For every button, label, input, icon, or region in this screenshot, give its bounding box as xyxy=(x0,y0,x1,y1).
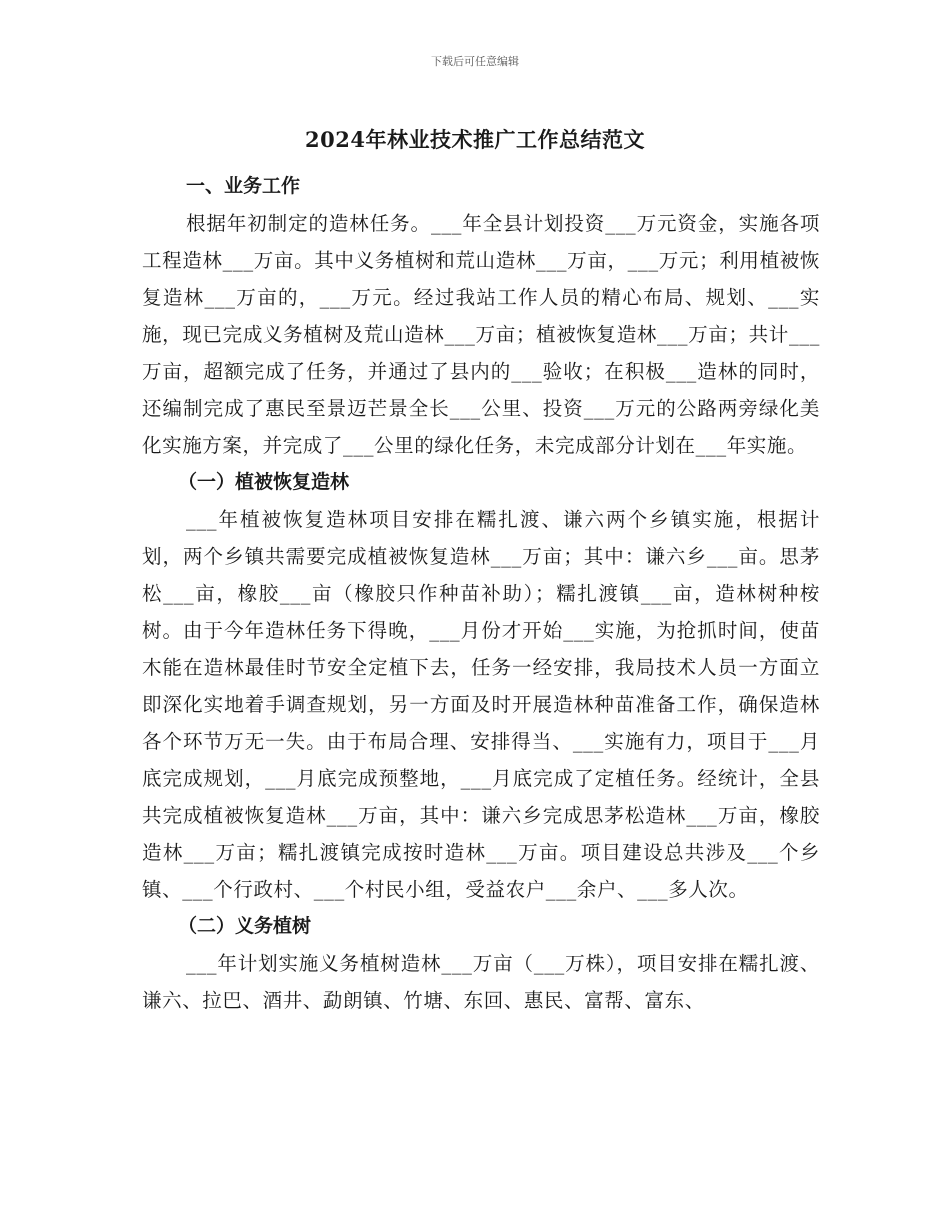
section-heading-business-work: 一、业务工作 xyxy=(186,175,301,197)
paragraph: ___年植被恢复造林项目安排在糯扎渡、谦六两个乡镇实施，根据计划，两个乡镇共需要完成植被恢复造林___万亩；其中：谦六乡___亩。思茅松___亩，橡胶___亩（橡胶只作种苗补助）；糯扎渡镇___亩，造林树种桉树。由于今年造林任务下得晚，___月份才开始___实施，为抢抓时间，使苗木能在造林最佳时节安全定植下去，任务一经安排，我局技术人员一方面立即深化实地着手调查规划，另一方面及时开展造林种苗准备工作，确保造林各个环节万无一失。由于布局合理、安排得当、___实施有力，项目于___月底完成规划，___月底完成预整地，___月底完成了定植任务。经统计，全县共完成植被恢复造林___万亩，其中：谦六乡完成思茅松造林___万亩，橡胶造林___万亩；糯扎渡镇完成按时造林___万亩。项目建设总共涉及___个乡镇、___个行政村、___个村民小组，受益农户___余户、___多人次。 xyxy=(142,508,820,901)
paragraph: 根据年初制定的造林任务。___年全县计划投资___万元资金，实施各项工程造林___万亩。其中义务植树和荒山造林___万亩，___万元；利用植被恢复造林___万亩的，___万元。经过我站工作人员的精心布局、规划、___实施，现已完成义务植树及荒山造林___万亩；植被恢复造林___万亩；共计___万亩，超额完成了任务，并通过了县内的___验收；在积极___造林的同时，还编制完成了惠民至景迈芒景全长___公里、投资___万元的公路两旁绿化美化实施方案，并完成了___公里的绿化任务，未完成部分计划在___年实施。 xyxy=(142,212,820,457)
paragraph: ___年计划实施义务植树造林___万亩（___万株），项目安排在糯扎渡、谦六、拉巴、酒井、勐朗镇、竹塘、东回、惠民、富帮、富东、 xyxy=(142,952,820,1012)
document-body xyxy=(142,168,820,1019)
section-heading-voluntary-tree-planting: （二）义务植树 xyxy=(178,915,312,937)
section-heading-vegetation-restoration: （一）植被恢复造林 xyxy=(178,471,350,493)
running-header: 下载后可任意编辑 xyxy=(431,55,519,68)
document-title: 2024年林业技术推广工作总结范文 xyxy=(305,127,645,152)
